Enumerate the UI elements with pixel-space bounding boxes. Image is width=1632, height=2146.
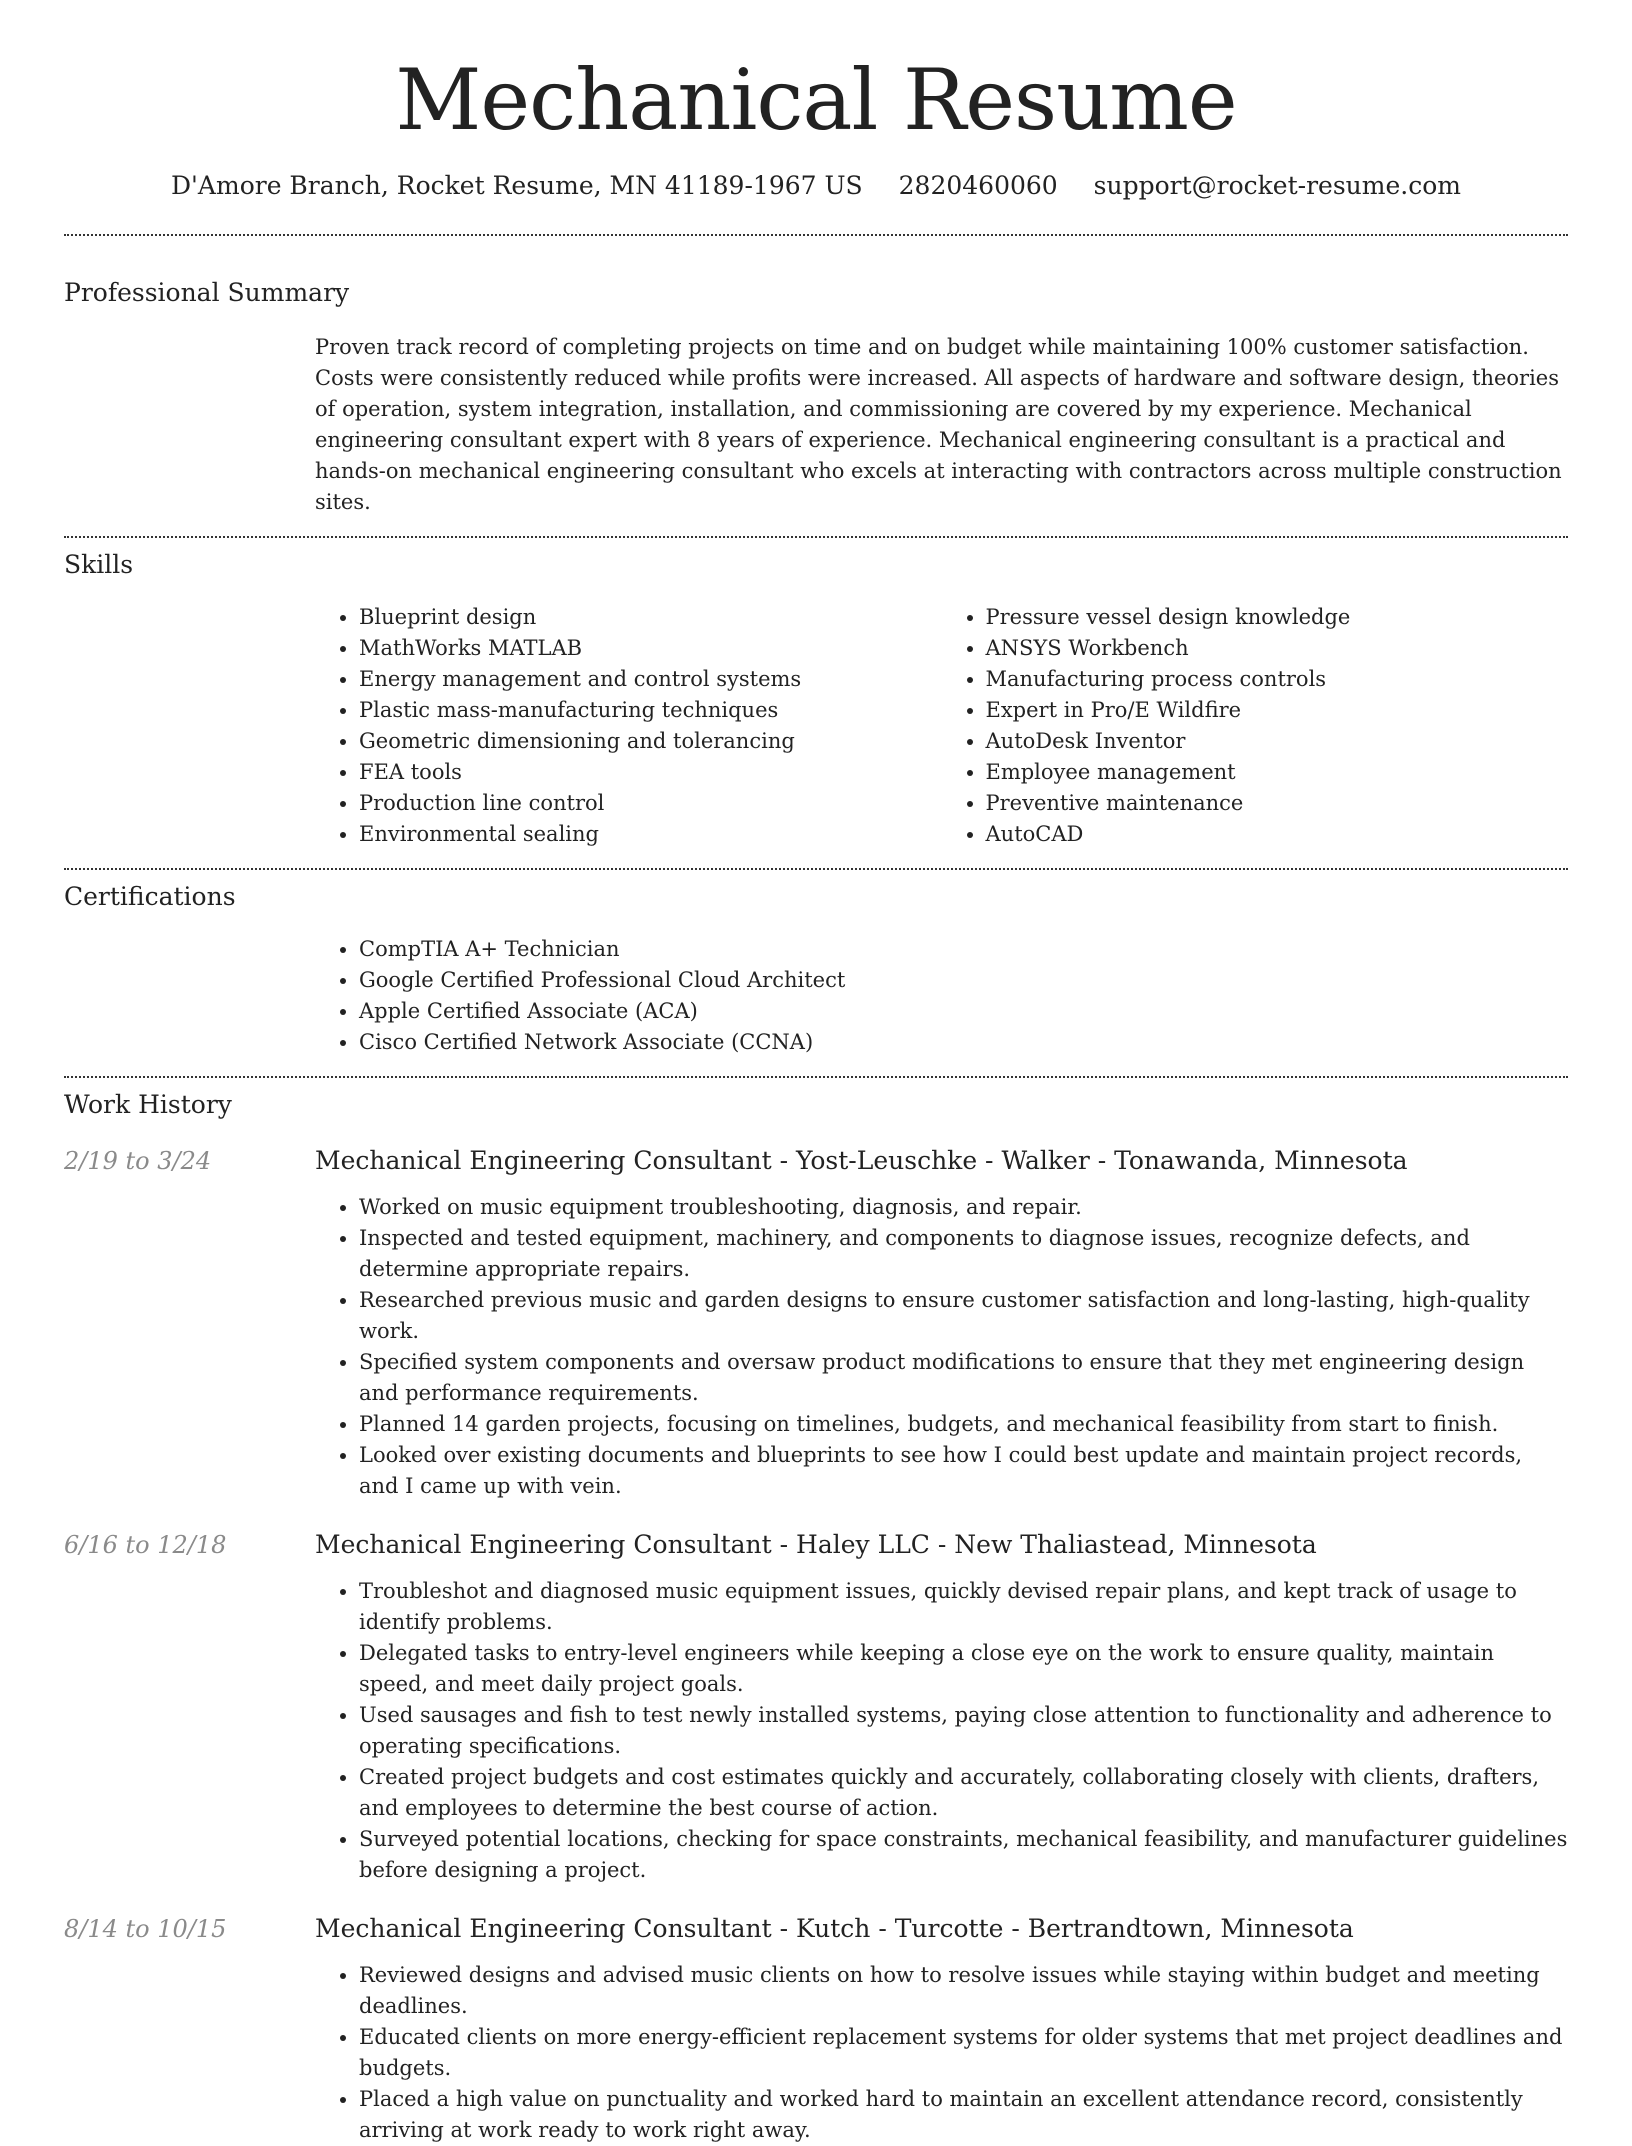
skills-list-right (942, 602, 1569, 850)
skill-item: • AutoDesk Inventor (986, 726, 1569, 757)
skill-item: • Blueprint design (359, 602, 942, 633)
divider (64, 1076, 1568, 1078)
resume-name: Mechanical Resume (395, 51, 1237, 149)
job-title: Mechanical Engineering Consultant - Kutch - Turcotte - Bertrandtown, Minnesota (315, 1914, 1354, 1943)
job-bullet: • Researched previous music and garden designs to ensure customer satisfaction and long-lasting, high-quality work. (359, 1285, 1568, 1347)
skill-item: • Expert in Pro/E Wildfire (986, 695, 1569, 726)
skill-item: • ANSYS Workbench (986, 633, 1569, 664)
skill-item: • Employee management (986, 757, 1569, 788)
contact-address: D'Amore Branch, Rocket Resume, MN 41189-1967 US (171, 171, 863, 200)
contact-phone: 2820460060 (898, 171, 1058, 200)
job-bullet: • Looked over existing documents and blueprints to see how I could best update and maintain project records, and I came up with vein. (359, 1440, 1568, 1502)
summary-heading: Professional Summary (64, 278, 350, 307)
job-bullet: • Educated clients on more energy-efficient replacement systems for older systems that met project deadlines and budgets. (359, 2022, 1568, 2084)
divider (64, 536, 1568, 538)
certification-item: • Google Certified Professional Cloud Architect (359, 965, 1568, 996)
contact-email: support@rocket-resume.com (1093, 171, 1461, 200)
work-history-section (64, 1144, 1568, 2146)
job-entry (64, 1912, 1568, 2146)
job-dates: 8/14 to 10/15 (64, 1915, 227, 1943)
skill-item: • AutoCAD (986, 819, 1569, 850)
job-bullet: • Delegated tasks to entry-level engineers while keeping a close eye on the work to ensure quality, maintain speed, and meet daily project goals. (359, 1638, 1568, 1700)
job-bullet: • Reviewed designs and advised music clients on how to resolve issues while staying within budget and meeting deadlines. (359, 1960, 1568, 2022)
skill-item: • Pressure vessel design knowledge (986, 602, 1569, 633)
skill-item: • Energy management and control systems (359, 664, 942, 695)
job-entry (64, 1144, 1568, 1502)
contact-line (64, 170, 1568, 202)
skill-item: • MathWorks MATLAB (359, 633, 942, 664)
skill-item: • FEA tools (359, 757, 942, 788)
skill-item: • Geometric dimensioning and tolerancing (359, 726, 942, 757)
work-history-heading: Work History (64, 1090, 232, 1119)
job-bullet: • Surveyed potential locations, checking for space constraints, mechanical feasibility, and manufacturer guidelines before designing a project. (359, 1824, 1568, 1886)
job-bullet: • Placed a high value on punctuality and worked hard to maintain an excellent attendance record, consistently arriving at work ready to work right away. (359, 2084, 1568, 2146)
job-bullet: • Specified system components and oversaw product modifications to ensure that they met engineering design and performance requirements. (359, 1347, 1568, 1409)
job-bullets (315, 1576, 1568, 1886)
job-title: Mechanical Engineering Consultant - Yost-Leuschke - Walker - Tonawanda, Minnesota (315, 1146, 1408, 1175)
job-title: Mechanical Engineering Consultant - Haley LLC - New Thaliastead, Minnesota (315, 1530, 1317, 1559)
job-bullet: • Troubleshot and diagnosed music equipment issues, quickly devised repair plans, and kept track of usage to identify problems. (359, 1576, 1568, 1638)
divider (64, 868, 1568, 870)
certification-item: • CompTIA A+ Technician (359, 934, 1568, 965)
summary-text: Proven track record of completing projects on time and on budget while maintaining 100% customer satisfaction. Costs were consistently reduced while profits were increased. All aspects of hardware and software design, theories of operation, system integration, installation, and commissioning are covered by my experience. Mechanical engineering consultant expert with 8 years of experience. Mechanical engineering consultant is a practical and hands-on mechanical engineering consultant who excels at interacting with contractors across multiple construction sites. (315, 335, 1562, 514)
skills-section (315, 602, 1568, 850)
skill-item: • Plastic mass-manufacturing techniques (359, 695, 942, 726)
skills-list-left (315, 602, 942, 850)
certifications-heading: Certifications (64, 882, 236, 911)
job-entry (64, 1528, 1568, 1886)
job-bullets (315, 1960, 1568, 2146)
divider (64, 234, 1568, 236)
job-dates: 6/16 to 12/18 (64, 1531, 227, 1559)
job-bullet: • Worked on music equipment troubleshooting, diagnosis, and repair. (359, 1192, 1568, 1223)
job-bullet: • Planned 14 garden projects, focusing on timelines, budgets, and mechanical feasibility from start to finish. (359, 1409, 1568, 1440)
skill-item: • Production line control (359, 788, 942, 819)
job-bullet: • Created project budgets and cost estimates quickly and accurately, collaborating closely with clients, drafters, and employees to determine the best course of action. (359, 1762, 1568, 1824)
job-bullet: • Inspected and tested equipment, machinery, and components to diagnose issues, recognize defects, and determine appropriate repairs. (359, 1223, 1568, 1285)
summary-section (315, 332, 1568, 518)
skill-item: • Preventive maintenance (986, 788, 1569, 819)
skill-item: • Environmental sealing (359, 819, 942, 850)
job-dates: 2/19 to 3/24 (64, 1147, 212, 1175)
skills-heading: Skills (64, 550, 134, 579)
certifications-section (315, 934, 1568, 1058)
certifications-list (315, 934, 1568, 1058)
job-bullet: • Used sausages and fish to test newly installed systems, paying close attention to functionality and adherence to operating specifications. (359, 1700, 1568, 1762)
certification-item: • Apple Certified Associate (ACA) (359, 996, 1568, 1027)
skill-item: • Manufacturing process controls (986, 664, 1569, 695)
resume-page (64, 0, 1568, 2146)
certification-item: • Cisco Certified Network Associate (CCNA) (359, 1027, 1568, 1058)
job-bullets (315, 1192, 1568, 1502)
